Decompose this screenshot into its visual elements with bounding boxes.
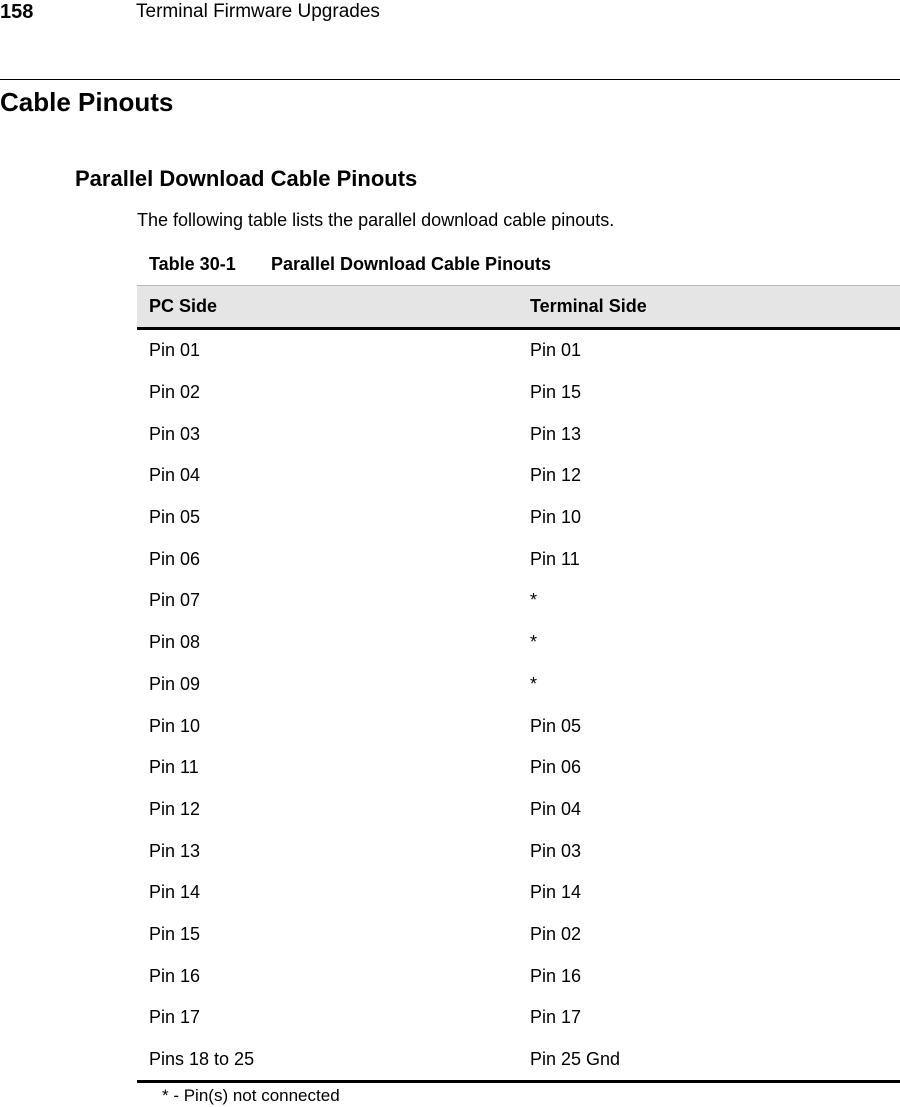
table-row [137, 872, 900, 914]
cell-pc-side: Pin 11 [149, 757, 199, 778]
table-row [137, 580, 900, 622]
table-caption [149, 252, 551, 276]
table-footnote: * - Pin(s) not connected [162, 1086, 340, 1105]
cell-pc-side: Pin 14 [149, 882, 201, 903]
cell-terminal-side: * [530, 590, 538, 611]
cell-pc-side: Pin 15 [149, 923, 201, 944]
cell-terminal-side: Pin 10 [530, 507, 582, 528]
cell-pc-side: Pin 17 [149, 1007, 201, 1028]
cell-terminal-side: * [530, 632, 538, 653]
cell-terminal-side: Pin 01 [530, 340, 582, 361]
table-row [137, 538, 900, 580]
table-row [137, 372, 900, 414]
table-row [137, 622, 900, 664]
cell-pc-side: Pin 12 [149, 798, 201, 819]
cell-terminal-side: Pin 04 [530, 798, 582, 819]
cell-pc-side: Pin 06 [149, 548, 201, 569]
cell-terminal-side: * [530, 673, 538, 694]
cell-pc-side: Pin 05 [149, 507, 201, 528]
table-caption-label: Table 30-1 [149, 254, 236, 274]
table-row [137, 789, 900, 831]
table-row [137, 497, 900, 539]
table-row [137, 955, 900, 997]
table-caption-title: Parallel Download Cable Pinouts [271, 254, 552, 274]
cell-pc-side: Pin 10 [149, 715, 201, 736]
header-divider [0, 79, 900, 80]
cell-terminal-side: Pin 14 [530, 882, 582, 903]
cell-pc-side: Pin 08 [149, 632, 201, 653]
cell-pc-side: Pin 01 [149, 340, 201, 361]
cell-terminal-side: Pin 15 [530, 382, 582, 403]
cell-terminal-side: Pin 16 [530, 965, 582, 986]
cell-pc-side: Pin 03 [149, 423, 201, 444]
cell-terminal-side: Pin 12 [530, 465, 582, 486]
table-header-row [137, 286, 900, 329]
cell-terminal-side: Pin 06 [530, 757, 582, 778]
table-body [137, 329, 900, 1082]
cell-pc-side: Pin 04 [149, 465, 201, 486]
cell-terminal-side: Pin 25 Gnd [518, 1039, 900, 1082]
table-row [137, 747, 900, 789]
cell-pc-side: Pin 07 [149, 590, 201, 611]
intro-paragraph: The following table lists the parallel download cable pinouts. [137, 210, 615, 230]
page-number: 158 [0, 1, 34, 23]
table-row [137, 1039, 900, 1082]
cell-pc-side: Pin 13 [149, 840, 201, 861]
cell-terminal-side: Pin 03 [530, 840, 582, 861]
table-row [137, 914, 900, 956]
running-title: Terminal Firmware Upgrades [136, 1, 380, 22]
cell-pc-side: Pin 16 [149, 965, 201, 986]
cell-pc-side: Pin 09 [149, 673, 201, 694]
table-row [137, 664, 900, 706]
table-row [137, 705, 900, 747]
table-row [137, 830, 900, 872]
section-title: Cable Pinouts [0, 87, 174, 117]
cell-pc-side: Pins 18 to 25 [137, 1039, 518, 1082]
cell-pc-side: Pin 02 [149, 382, 201, 403]
table-row [137, 455, 900, 497]
table-row [137, 413, 900, 455]
cell-terminal-side: Pin 02 [530, 923, 582, 944]
column-header-terminal-side: Terminal Side [518, 286, 900, 329]
cell-terminal-side: Pin 05 [530, 715, 582, 736]
table-row [137, 997, 900, 1039]
cell-terminal-side: Pin 13 [530, 423, 582, 444]
subsection-title: Parallel Download Cable Pinouts [75, 166, 418, 191]
pinouts-table [137, 285, 900, 1083]
column-header-pc-side: PC Side [137, 286, 518, 329]
cell-terminal-side: Pin 17 [530, 1007, 582, 1028]
cell-terminal-side: Pin 11 [530, 548, 580, 569]
table-row [137, 329, 900, 372]
